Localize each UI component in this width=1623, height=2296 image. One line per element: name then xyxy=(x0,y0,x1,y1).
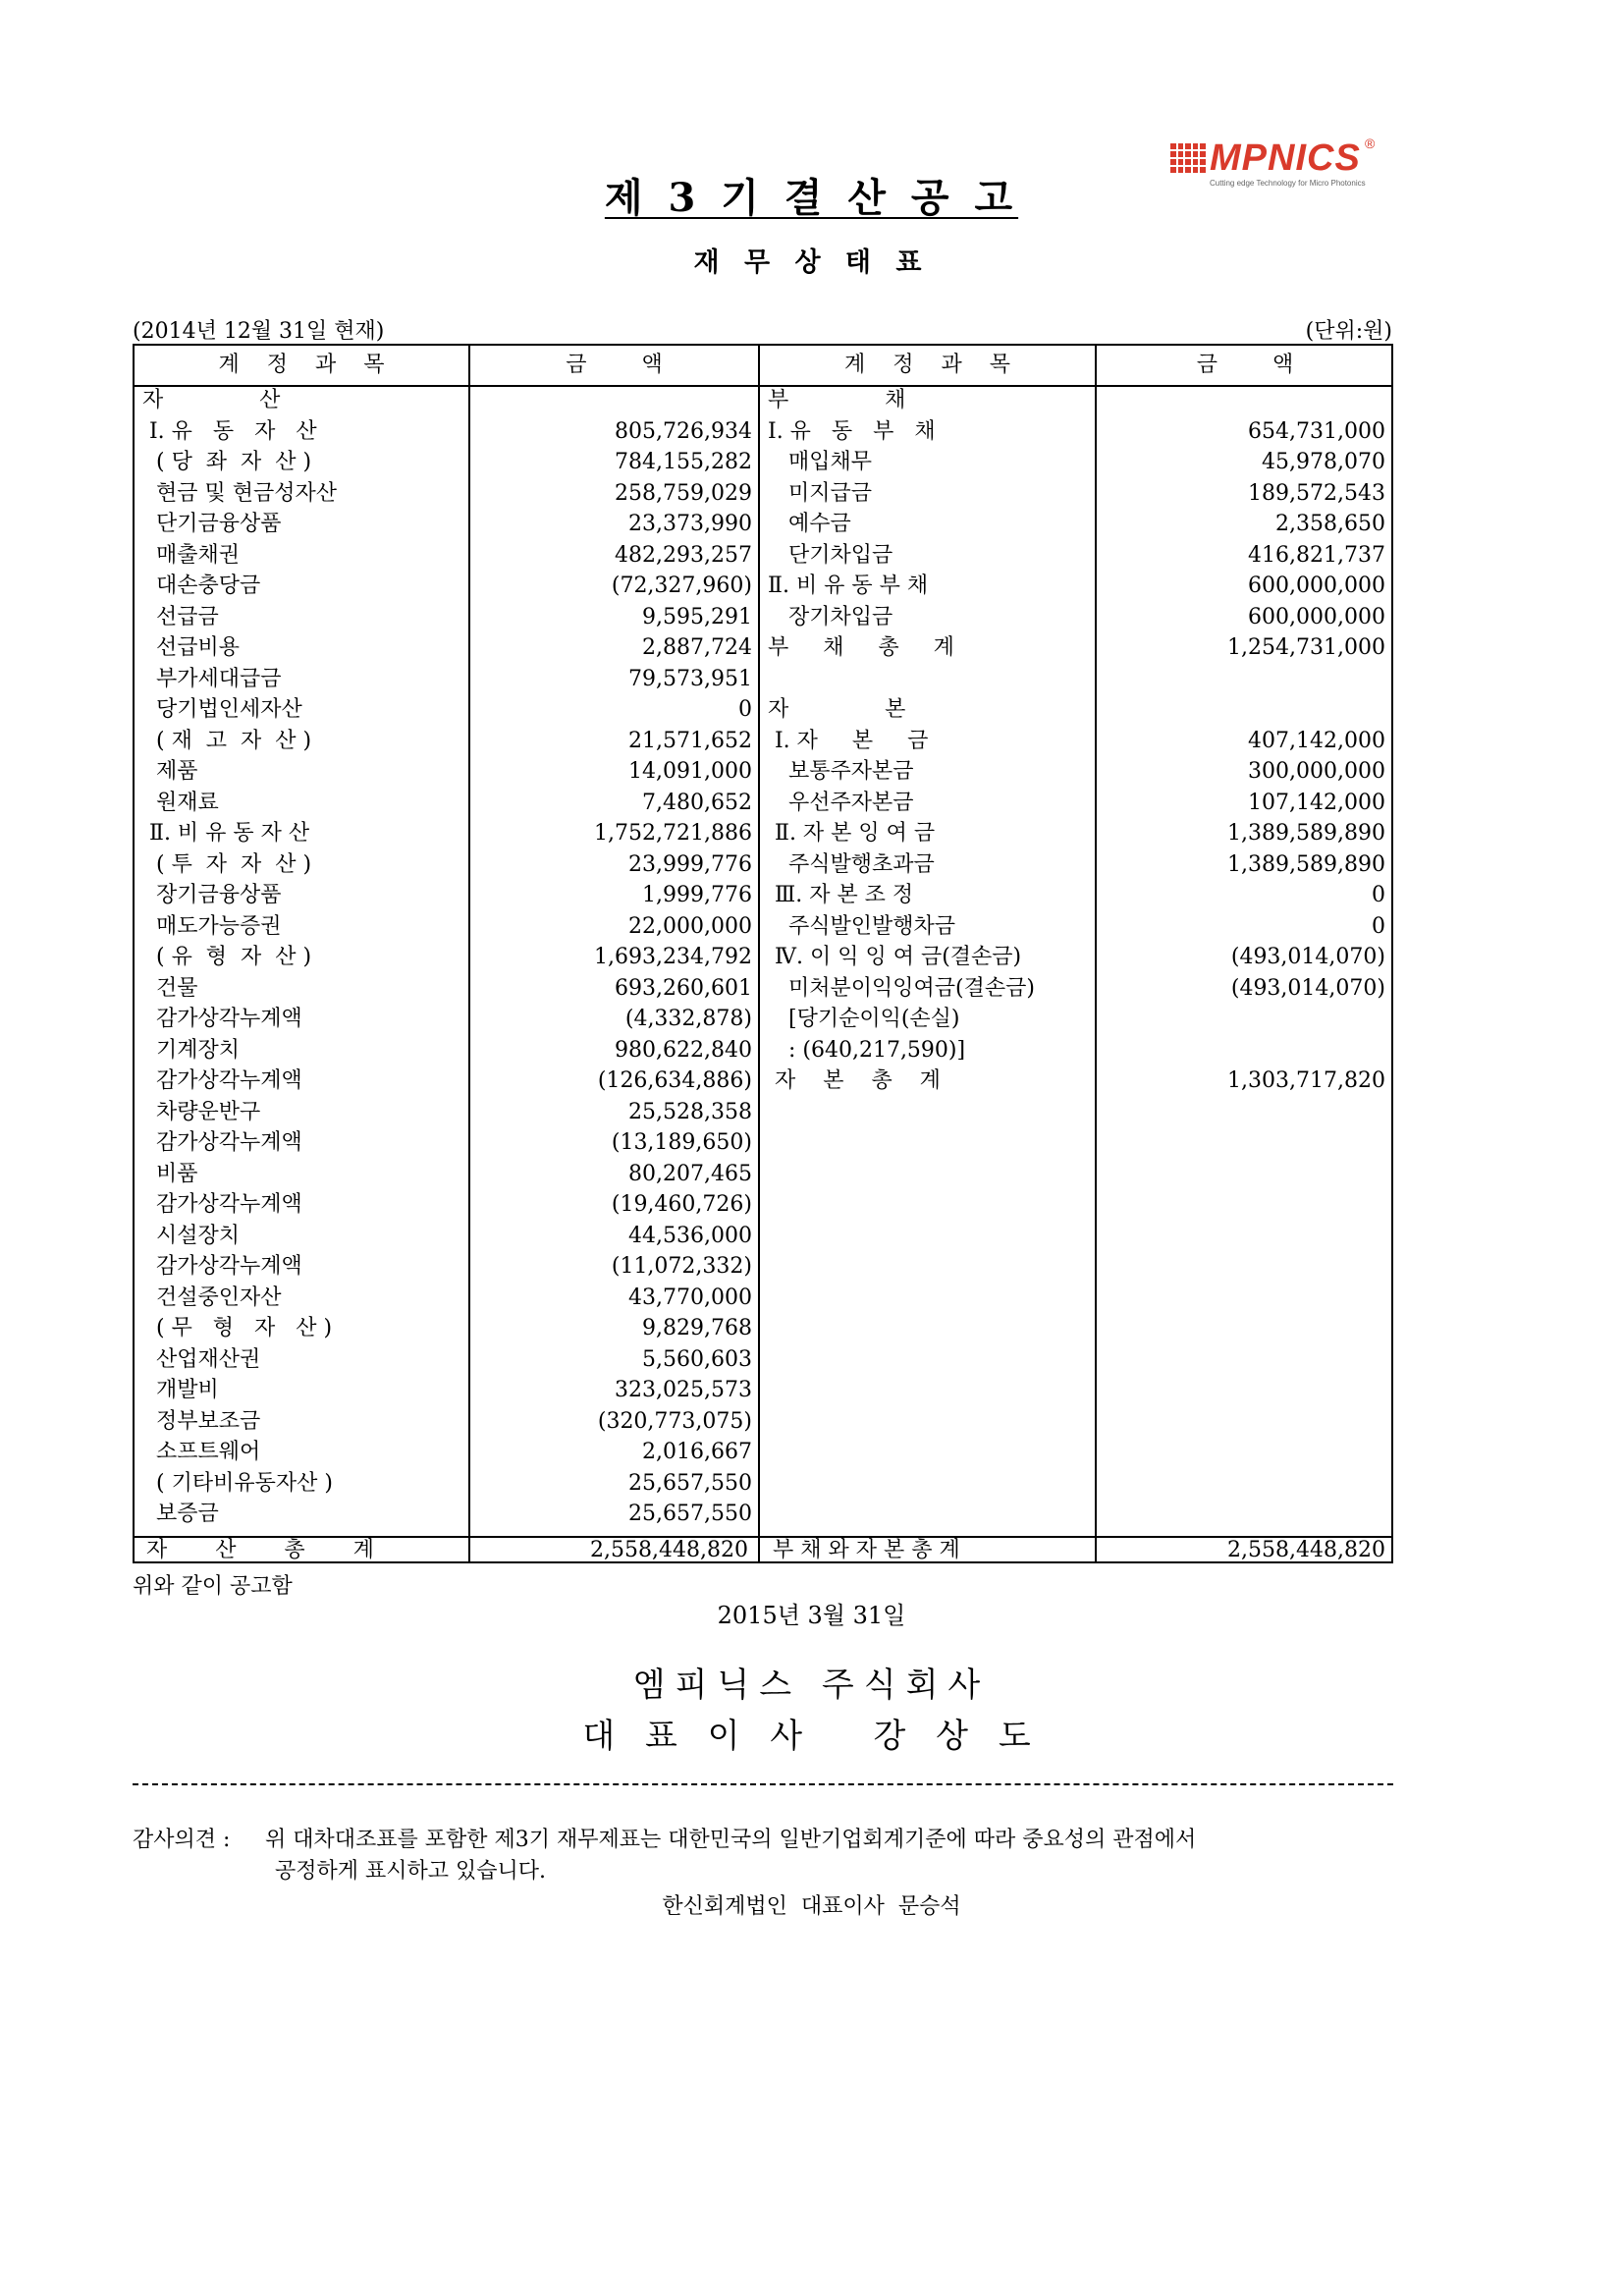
left-account-label: 건설중인자산 xyxy=(142,1285,282,1310)
left-account-amount: 693,260,601 xyxy=(615,975,752,1001)
left-account-label: 선급비용 xyxy=(142,635,240,660)
left-account-label: 개발비 xyxy=(142,1378,219,1402)
left-account-amount: 7,480,652 xyxy=(642,790,752,815)
left-account-amount: 80,207,465 xyxy=(628,1161,752,1186)
header-left-account: 계 정 과 목 xyxy=(218,353,385,377)
right-account-label: 부 채 총 계 xyxy=(768,635,954,660)
left-account-amount: 1,693,234,792 xyxy=(594,945,752,969)
left-account-label: 원재료 xyxy=(142,790,219,815)
left-account-amount: 258,759,029 xyxy=(615,480,752,506)
left-account-label: 자 산 xyxy=(142,388,281,412)
left-account-amount: (126,634,886) xyxy=(597,1068,752,1093)
left-account-label: 대손충당금 xyxy=(142,574,261,598)
left-account-amount: 79,573,951 xyxy=(628,666,752,691)
left-account-amount: 980,622,840 xyxy=(615,1037,752,1063)
audit-opinion-label: 감사의견 : xyxy=(133,1828,231,1852)
right-account-amount: 0 xyxy=(1372,883,1385,907)
unit-note: (단위:원) xyxy=(1305,319,1392,344)
left-account-amount: 2,016,667 xyxy=(642,1440,752,1464)
left-account-amount: 23,999,776 xyxy=(628,851,752,877)
right-account-amount: 45,978,070 xyxy=(1262,450,1385,474)
left-account-label: 단기금융상품 xyxy=(142,512,282,536)
left-account-amount: (13,189,650) xyxy=(611,1130,752,1155)
left-account-amount: 14,091,000 xyxy=(628,759,752,784)
left-account-label: ( 무 형 자 산 ) xyxy=(142,1316,333,1340)
left-account-amount: 1,999,776 xyxy=(642,883,752,907)
date-note: (2014년 12월 31일 현재) xyxy=(133,319,385,344)
left-account-label: ( 유 형 자 산 ) xyxy=(142,945,312,969)
right-account-label: 우선주자본금 xyxy=(768,790,914,815)
left-account-label: 장기금융상품 xyxy=(142,883,282,907)
header-right-account: 계 정 과 목 xyxy=(844,353,1010,377)
right-account-amount: 600,000,000 xyxy=(1248,574,1385,598)
left-account-label: 보증금 xyxy=(142,1502,219,1526)
right-account-label: 미처분이익잉여금(결손금) xyxy=(768,975,1035,1001)
logo-name: MPNICS xyxy=(1210,137,1361,179)
right-account-label: Ⅱ. 비 유 동 부 채 xyxy=(768,574,929,598)
balance-sheet-table xyxy=(133,344,1393,1563)
right-account-label: 보통주자본금 xyxy=(768,759,914,784)
right-account-label: 주식발행초과금 xyxy=(768,851,935,877)
left-account-label: Ⅰ. 유 동 자 산 xyxy=(142,418,317,444)
left-account-label: ( 재 고 자 산 ) xyxy=(142,728,312,753)
right-account-label: Ⅲ. 자 본 조 정 xyxy=(768,883,914,907)
total-assets-amount: 2,558,448,820 xyxy=(590,1538,748,1562)
right-account-label: [당기순이익(손실) xyxy=(768,1007,960,1031)
header-left-amount: 금 액 xyxy=(566,353,663,377)
right-account-label: 매입채무 xyxy=(768,450,872,474)
left-account-label: 기계장치 xyxy=(142,1037,240,1063)
right-account-amount xyxy=(1097,694,1385,726)
left-account-label: 소프트웨어 xyxy=(142,1440,261,1464)
right-account-amount: 1,303,717,820 xyxy=(1227,1068,1385,1093)
left-account-amount: 9,829,768 xyxy=(642,1316,752,1340)
notice-statement: 위와 같이 공고함 xyxy=(133,1574,293,1599)
left-account-label: 감가상각누계액 xyxy=(142,1192,302,1217)
total-liabilities-equity-label: 부 채 와 자 본 총 계 xyxy=(773,1538,960,1562)
right-account-label xyxy=(768,664,1092,695)
left-account-amount: 25,528,358 xyxy=(628,1099,752,1124)
company-name: 엠피닉스 주식회사 xyxy=(632,1666,991,1705)
right-account-amount xyxy=(1097,385,1385,416)
right-account-label: Ⅱ. 자 본 잉 여 금 xyxy=(768,821,936,846)
right-account-amount: 300,000,000 xyxy=(1248,759,1385,784)
right-account-label: 예수금 xyxy=(768,512,851,536)
right-account-label: 단기차입금 xyxy=(768,542,893,568)
right-account-label: : (640,217,590)] xyxy=(768,1037,966,1063)
left-account-label: 건물 xyxy=(142,975,198,1001)
left-account-label: 부가세대급금 xyxy=(142,666,282,691)
left-account-amount: 25,657,550 xyxy=(628,1502,752,1526)
right-account-amount: 416,821,737 xyxy=(1248,542,1385,568)
left-account-amount: 43,770,000 xyxy=(628,1285,752,1310)
right-account-amount: 2,358,650 xyxy=(1275,512,1385,536)
right-account-amount: (493,014,070) xyxy=(1230,945,1385,969)
left-account-label: 제품 xyxy=(142,759,198,784)
right-account-label: 부 채 xyxy=(768,388,906,412)
right-account-amount: 189,572,543 xyxy=(1248,480,1385,506)
right-account-label: 주식발인발행차금 xyxy=(768,913,955,939)
left-account-label: 매출채권 xyxy=(142,542,240,568)
left-account-label: ( 당 좌 자 산 ) xyxy=(142,450,312,474)
left-account-label: 당기법인세자산 xyxy=(142,697,302,722)
left-account-amount: 323,025,573 xyxy=(615,1378,752,1402)
left-account-amount: 784,155,282 xyxy=(615,450,752,474)
right-account-amount: 600,000,000 xyxy=(1248,604,1385,629)
right-account-label: 장기차입금 xyxy=(768,604,893,629)
left-account-amount: 1,752,721,886 xyxy=(594,821,752,846)
left-account-label: 비품 xyxy=(142,1161,198,1186)
right-account-amount: 407,142,000 xyxy=(1248,728,1385,753)
left-account-label: 감가상각누계액 xyxy=(142,1130,302,1155)
left-account-amount: 9,595,291 xyxy=(642,604,752,629)
right-account-amount xyxy=(1097,1004,1385,1035)
left-account-amount: 5,560,603 xyxy=(642,1346,752,1372)
left-account-amount: 44,536,000 xyxy=(628,1223,752,1248)
statement-subtitle: 재 무 상 태 표 xyxy=(693,247,930,278)
total-assets-label: 자 산 총 계 xyxy=(146,1538,374,1562)
left-account-amount: 25,657,550 xyxy=(628,1470,752,1496)
left-account-amount xyxy=(470,385,752,416)
left-account-amount: (72,327,960) xyxy=(611,574,752,598)
right-account-amount xyxy=(1097,1035,1385,1066)
right-account-label: 자 본 총 계 xyxy=(768,1068,941,1093)
right-account-amount: 1,389,589,890 xyxy=(1227,821,1385,846)
left-account-amount: (320,773,075) xyxy=(597,1408,752,1434)
left-account-label: 정부보조금 xyxy=(142,1408,261,1434)
left-account-amount: 21,571,652 xyxy=(628,728,752,753)
right-account-amount: 1,389,589,890 xyxy=(1227,851,1385,877)
left-account-label: 현금 및 현금성자산 xyxy=(142,480,337,506)
publish-date: 2015년 3월 31일 xyxy=(717,1602,906,1629)
left-account-amount: (4,332,878) xyxy=(624,1007,752,1031)
right-account-amount: 107,142,000 xyxy=(1248,790,1385,815)
left-account-label: ( 기타비유동자산 ) xyxy=(142,1470,333,1496)
right-account-label: Ⅰ. 자 본 금 xyxy=(768,728,929,753)
left-account-label: 시설장치 xyxy=(142,1223,240,1248)
total-liabilities-equity-amount: 2,558,448,820 xyxy=(1227,1538,1385,1562)
left-account-label: ( 투 자 자 산 ) xyxy=(142,851,312,877)
page-title: 제 3 기 결 산 공 고 xyxy=(604,175,1019,221)
left-account-label: 감가상각누계액 xyxy=(142,1007,302,1031)
left-account-label: 감가상각누계액 xyxy=(142,1254,302,1279)
auditor-signature: 한신회계법인 대표이사 문승석 xyxy=(662,1894,961,1919)
right-account-label: 미지급금 xyxy=(768,480,872,506)
logo-registered-mark: ® xyxy=(1365,136,1376,151)
right-account-label: Ⅰ. 유 동 부 채 xyxy=(768,418,936,444)
left-account-amount: 22,000,000 xyxy=(628,913,752,939)
header-right-amount: 금 액 xyxy=(1196,353,1294,377)
left-account-amount: 482,293,257 xyxy=(615,542,752,568)
left-account-label: 선급금 xyxy=(142,604,219,629)
right-account-amount: 0 xyxy=(1372,913,1385,939)
left-account-amount: (11,072,332) xyxy=(611,1254,752,1279)
left-account-amount: (19,460,726) xyxy=(611,1192,752,1217)
logo-tagline: Cutting edge Technology for Micro Photonics xyxy=(1210,179,1366,188)
left-account-label: Ⅱ. 비 유 동 자 산 xyxy=(142,821,310,846)
right-account-amount: 654,731,000 xyxy=(1248,418,1385,444)
audit-opinion-text-continued: 공정하게 표시하고 있습니다. xyxy=(275,1859,547,1884)
right-account-amount xyxy=(1097,664,1385,695)
dashed-separator xyxy=(133,1783,1393,1785)
left-account-label: 차량운반구 xyxy=(142,1099,261,1124)
right-account-amount: 1,254,731,000 xyxy=(1227,635,1385,660)
left-account-amount: 805,726,934 xyxy=(615,418,752,444)
left-account-label: 감가상각누계액 xyxy=(142,1068,302,1093)
left-account-amount: 0 xyxy=(738,697,752,722)
right-account-label: 자 본 xyxy=(768,697,906,722)
left-account-amount: 2,887,724 xyxy=(642,635,752,660)
right-account-amount: (493,014,070) xyxy=(1230,975,1385,1001)
ceo-name: 대 표 이 사 강 상 도 xyxy=(582,1717,1041,1756)
audit-opinion-text: 위 대차대조표를 포함한 제3기 재무제표는 대한민국의 일반기업회계기준에 따라 중요성의 관점에서 xyxy=(265,1828,1197,1852)
right-account-label: Ⅳ. 이 익 잉 여 금(결손금) xyxy=(768,945,1022,969)
left-account-label: 매도가능증권 xyxy=(142,913,282,939)
left-account-label: 산업재산권 xyxy=(142,1346,261,1372)
left-account-amount: 23,373,990 xyxy=(628,512,752,536)
table-divider xyxy=(758,346,760,1561)
